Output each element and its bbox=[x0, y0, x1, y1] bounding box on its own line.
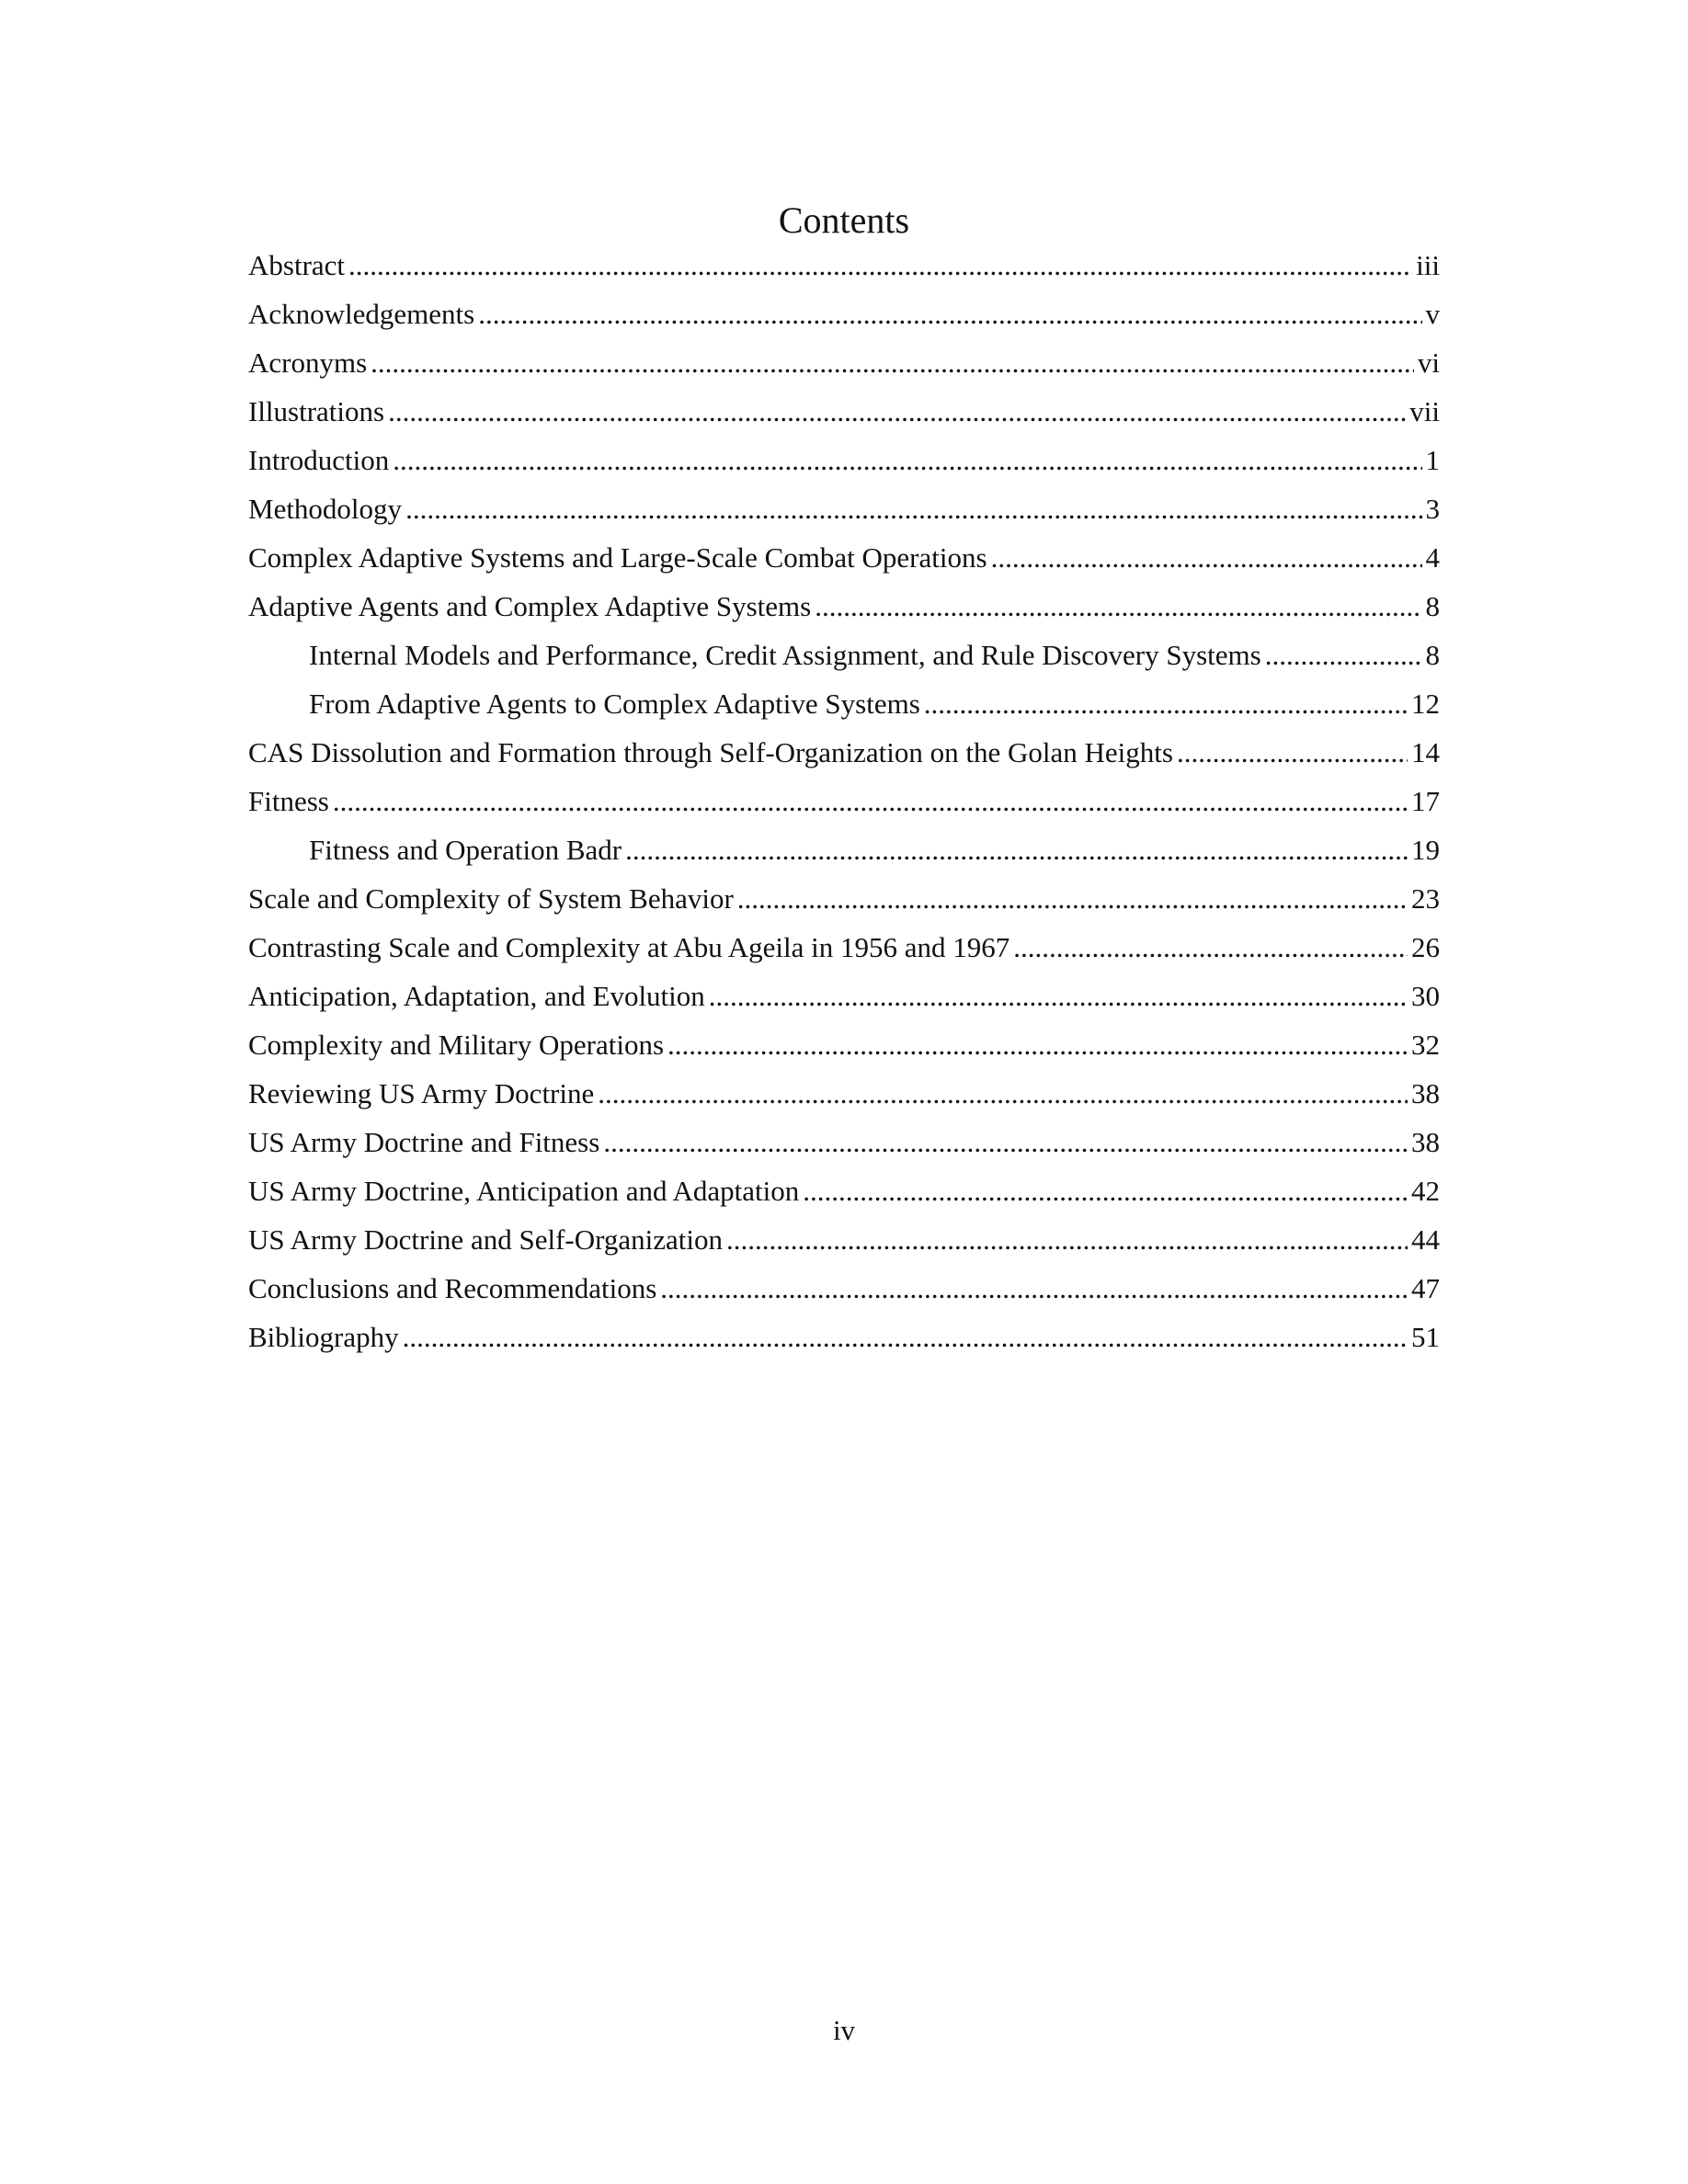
toc-entry-page: 8 bbox=[1425, 639, 1440, 671]
toc-entry[interactable] bbox=[248, 387, 1440, 436]
toc-dot-leader bbox=[726, 1215, 1408, 1264]
toc-entry-label: Reviewing US Army Doctrine bbox=[248, 1077, 595, 1109]
toc-entry[interactable] bbox=[248, 777, 1440, 825]
toc-dot-leader bbox=[388, 387, 1406, 436]
toc-entry[interactable] bbox=[248, 1313, 1440, 1361]
toc-entry-label: Introduction bbox=[248, 444, 390, 476]
toc-entry-page: v bbox=[1425, 298, 1440, 330]
toc-entry-page: 26 bbox=[1411, 931, 1440, 963]
toc-entry[interactable] bbox=[248, 1118, 1440, 1166]
toc-entry[interactable] bbox=[248, 533, 1440, 582]
toc-dot-leader bbox=[478, 290, 1421, 338]
toc-entry[interactable] bbox=[248, 290, 1440, 338]
toc-entry[interactable] bbox=[248, 874, 1440, 923]
toc-entry[interactable] bbox=[248, 1215, 1440, 1264]
page-title: Contents bbox=[778, 199, 910, 241]
toc-entry-page: vii bbox=[1409, 395, 1440, 427]
toc-dot-leader bbox=[371, 338, 1414, 387]
toc-dot-leader bbox=[1013, 923, 1408, 972]
toc-entry-page: 38 bbox=[1411, 1126, 1440, 1158]
toc-entry-page: 38 bbox=[1411, 1077, 1440, 1109]
toc-entry-page: 32 bbox=[1411, 1029, 1440, 1061]
toc-entry-page: 19 bbox=[1411, 834, 1440, 866]
toc-entry[interactable] bbox=[248, 972, 1440, 1020]
toc-entry[interactable] bbox=[248, 631, 1440, 679]
toc-entry-page: 47 bbox=[1411, 1272, 1440, 1304]
toc-dot-leader bbox=[667, 1020, 1408, 1069]
toc-entry[interactable] bbox=[248, 582, 1440, 631]
toc-entry-label: Anticipation, Adaptation, and Evolution bbox=[248, 980, 705, 1012]
toc-entry-page: 51 bbox=[1411, 1321, 1440, 1353]
toc-dot-leader bbox=[405, 484, 1421, 533]
toc-dot-leader bbox=[991, 533, 1422, 582]
toc-entry-page: 1 bbox=[1425, 444, 1440, 476]
toc-entry-page: 44 bbox=[1411, 1223, 1440, 1256]
toc-entry-label: Abstract bbox=[248, 249, 346, 281]
toc-dot-leader bbox=[625, 825, 1408, 874]
toc-dot-leader bbox=[393, 436, 1421, 484]
toc-entry-label: Adaptive Agents and Complex Adaptive Systems bbox=[248, 590, 812, 622]
toc-entry-label: Internal Models and Performance, Credit Assignment, and Rule Discovery Systems bbox=[309, 639, 1261, 671]
toc-entry-page: 23 bbox=[1411, 882, 1440, 915]
toc-entry-label: Acronyms bbox=[248, 347, 368, 379]
toc-dot-leader bbox=[803, 1166, 1408, 1215]
toc-dot-leader bbox=[660, 1264, 1408, 1313]
toc-entry-label: From Adaptive Agents to Complex Adaptive Systems bbox=[309, 688, 920, 720]
toc-entry[interactable] bbox=[248, 1020, 1440, 1069]
toc-entry[interactable] bbox=[248, 484, 1440, 533]
toc-entry-page: iii bbox=[1416, 249, 1440, 281]
table-of-contents bbox=[248, 241, 1440, 1361]
toc-entry-label: Complex Adaptive Systems and Large-Scale Combat Operations bbox=[248, 541, 987, 574]
toc-dot-leader bbox=[603, 1118, 1408, 1166]
toc-entry-page: 30 bbox=[1411, 980, 1440, 1012]
toc-dot-leader bbox=[403, 1313, 1408, 1361]
toc-entry-page: 3 bbox=[1425, 493, 1440, 525]
toc-entry-label: Methodology bbox=[248, 493, 403, 525]
toc-entry-page: 14 bbox=[1411, 736, 1440, 768]
toc-dot-leader bbox=[598, 1069, 1408, 1118]
toc-entry-page: 4 bbox=[1425, 541, 1440, 574]
toc-entry[interactable] bbox=[248, 1264, 1440, 1313]
toc-entry-label: US Army Doctrine and Fitness bbox=[248, 1126, 600, 1158]
page-number: iv bbox=[832, 2014, 856, 2046]
toc-dot-leader bbox=[709, 972, 1408, 1020]
toc-entry[interactable] bbox=[248, 436, 1440, 484]
toc-dot-leader bbox=[737, 874, 1408, 923]
toc-entry-label: Fitness bbox=[248, 785, 329, 817]
toc-entry[interactable] bbox=[248, 679, 1440, 728]
toc-dot-leader bbox=[348, 241, 1412, 290]
toc-entry[interactable] bbox=[248, 923, 1440, 972]
toc-dot-leader bbox=[1265, 631, 1422, 679]
toc-entry-label: Acknowledgements bbox=[248, 298, 475, 330]
toc-entry-label: Scale and Complexity of System Behavior bbox=[248, 882, 734, 915]
toc-dot-leader bbox=[1177, 728, 1408, 777]
toc-entry-label: Fitness and Operation Badr bbox=[309, 834, 622, 866]
toc-dot-leader bbox=[333, 777, 1408, 825]
toc-entry[interactable] bbox=[248, 728, 1440, 777]
toc-entry-label: Contrasting Scale and Complexity at Abu Ageila in 1956 and 1967 bbox=[248, 931, 1010, 963]
toc-entry-page: vi bbox=[1417, 347, 1440, 379]
toc-entry-page: 42 bbox=[1411, 1175, 1440, 1207]
toc-entry[interactable] bbox=[248, 825, 1440, 874]
toc-entry-label: US Army Doctrine, Anticipation and Adaptation bbox=[248, 1175, 800, 1207]
toc-entry-page: 12 bbox=[1411, 688, 1440, 720]
toc-entry-label: Bibliography bbox=[248, 1321, 399, 1353]
toc-dot-leader bbox=[924, 679, 1408, 728]
toc-entry-label: Complexity and Military Operations bbox=[248, 1029, 665, 1061]
toc-dot-leader bbox=[815, 582, 1421, 631]
toc-entry-page: 17 bbox=[1411, 785, 1440, 817]
toc-entry-page: 8 bbox=[1425, 590, 1440, 622]
toc-entry[interactable] bbox=[248, 1166, 1440, 1215]
toc-entry[interactable] bbox=[248, 338, 1440, 387]
toc-entry-label: CAS Dissolution and Formation through Self-Organization on the Golan Heights bbox=[248, 736, 1173, 768]
toc-entry-label: Conclusions and Recommendations bbox=[248, 1272, 657, 1304]
toc-entry-label: Illustrations bbox=[248, 395, 385, 427]
toc-entry[interactable] bbox=[248, 1069, 1440, 1118]
toc-entry[interactable] bbox=[248, 241, 1440, 290]
toc-entry-label: US Army Doctrine and Self-Organization bbox=[248, 1223, 723, 1256]
